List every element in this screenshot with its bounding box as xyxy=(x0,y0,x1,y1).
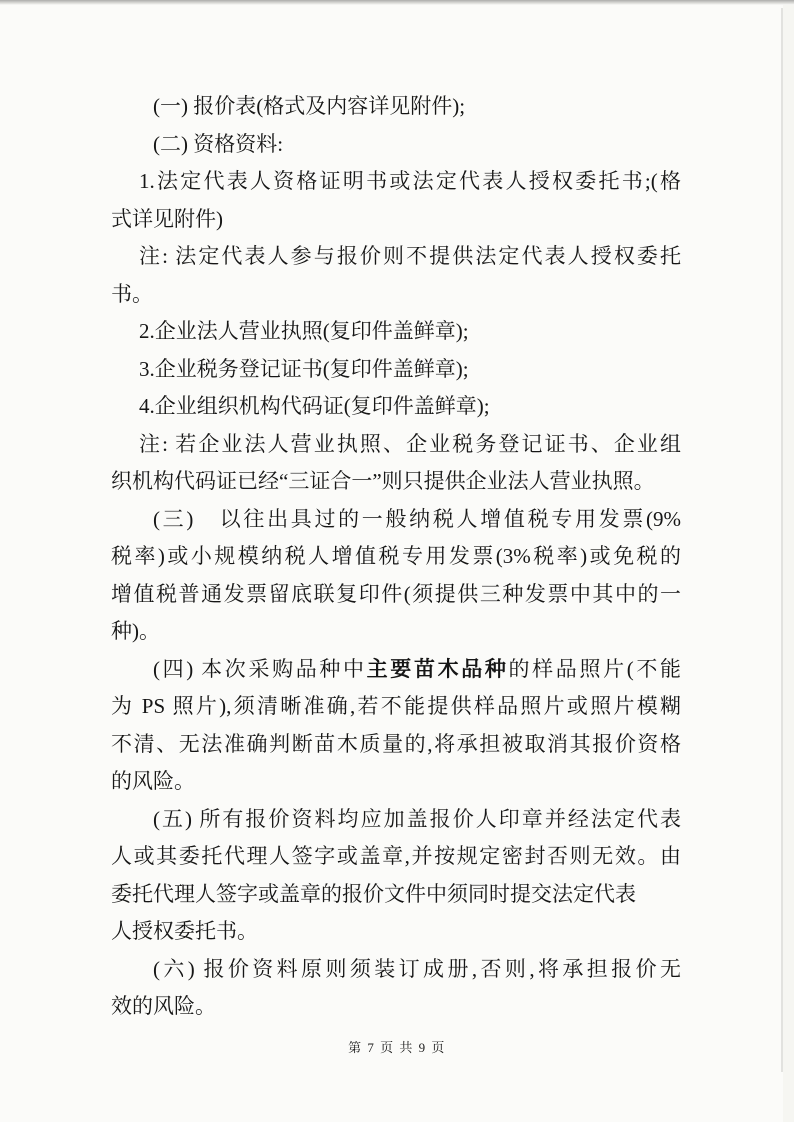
text-segment: 式详见附件) xyxy=(111,206,223,231)
text-segment: 人或其委托代理人签字或盖章,并按规定密封否则无效。由 xyxy=(111,844,681,868)
text-line xyxy=(111,726,681,764)
text-segment: 增值税普通发票留底联复印件(须提供三种发票中其中的一 xyxy=(111,581,681,606)
text-segment: 种)。 xyxy=(111,619,160,643)
text-line xyxy=(111,951,681,989)
text-line xyxy=(111,613,681,651)
text-line xyxy=(111,576,681,614)
text-segment: 为 PS 照片),须清晰准确,若不能提供样品照片或照片模糊 xyxy=(111,694,681,718)
text-segment: 不清、无法准确判断苗木质量的,将承担被取消其报价资格 xyxy=(111,731,681,756)
text-segment: 注: 法定代表人参与报价则不提供法定代表人授权委托 xyxy=(139,244,681,268)
text-segment: 效的风险。 xyxy=(111,994,216,1018)
scan-edge-right-line xyxy=(781,8,783,1072)
text-line xyxy=(111,238,681,276)
bold-text-segment: 主要苗木品种 xyxy=(366,656,509,681)
text-segment: 注: 若企业法人营业执照、企业税务登记证书、企业组 xyxy=(139,431,681,456)
text-line xyxy=(111,988,681,1026)
text-segment: (六) 报价资料原则须装订成册,否则,将承担报价无 xyxy=(153,956,681,981)
text-segment: 的风险。 xyxy=(111,769,195,793)
text-segment: 织机构代码证已经“三证合一”则只提供企业法人营业执照。 xyxy=(111,469,655,493)
text-line xyxy=(111,313,681,351)
text-line xyxy=(111,538,681,576)
text-line xyxy=(111,351,681,389)
text-segment: (二) 资格资料: xyxy=(153,131,284,156)
text-line xyxy=(111,801,681,839)
text-line xyxy=(111,426,681,464)
text-line xyxy=(111,838,681,876)
scan-edge-right-band xyxy=(783,5,794,1122)
text-line xyxy=(111,688,681,726)
text-segment: (四) 本次采购品种中 xyxy=(153,656,367,681)
text-line xyxy=(111,276,681,314)
text-line xyxy=(111,126,681,164)
text-segment: 1.法定代表人资格证明书或法定代表人授权委托书;(格 xyxy=(139,169,681,193)
text-line xyxy=(111,651,681,689)
text-line xyxy=(111,913,681,951)
text-line xyxy=(111,501,681,539)
text-segment: 2.企业法人营业执照(复印件盖鲜章); xyxy=(139,319,469,343)
text-line xyxy=(111,201,681,239)
page-number: 第 7 页 共 9 页 xyxy=(348,1040,446,1055)
text-segment: 人授权委托书。 xyxy=(111,919,258,943)
text-line xyxy=(111,876,681,914)
text-segment: 3.企业税务登记证书(复印件盖鲜章); xyxy=(139,356,469,381)
text-segment: (五) 所有报价资料均应加盖报价人印章并经法定代表 xyxy=(153,806,681,831)
text-segment: 4.企业组织机构代码证(复印件盖鲜章); xyxy=(139,394,490,418)
text-line xyxy=(111,163,681,201)
text-line xyxy=(111,763,681,801)
text-segment: 税率)或小规模纳税人增值税专用发票(3%税率)或免税的 xyxy=(111,544,681,568)
text-segment: 委托代理人签字或盖章的报价文件中须同时提交法定代表 xyxy=(111,881,636,906)
text-segment: 的样品照片(不能 xyxy=(508,656,681,681)
text-segment: 书。 xyxy=(111,281,153,306)
text-line xyxy=(111,463,681,501)
text-segment: (一) 报价表(格式及内容详见附件); xyxy=(153,94,466,118)
document-body xyxy=(111,88,681,1026)
scan-edge-top xyxy=(0,0,794,5)
text-segment: (三) 以往出具过的一般纳税人增值税专用发票(9% xyxy=(153,506,681,531)
text-line xyxy=(111,388,681,426)
text-line xyxy=(111,88,681,126)
